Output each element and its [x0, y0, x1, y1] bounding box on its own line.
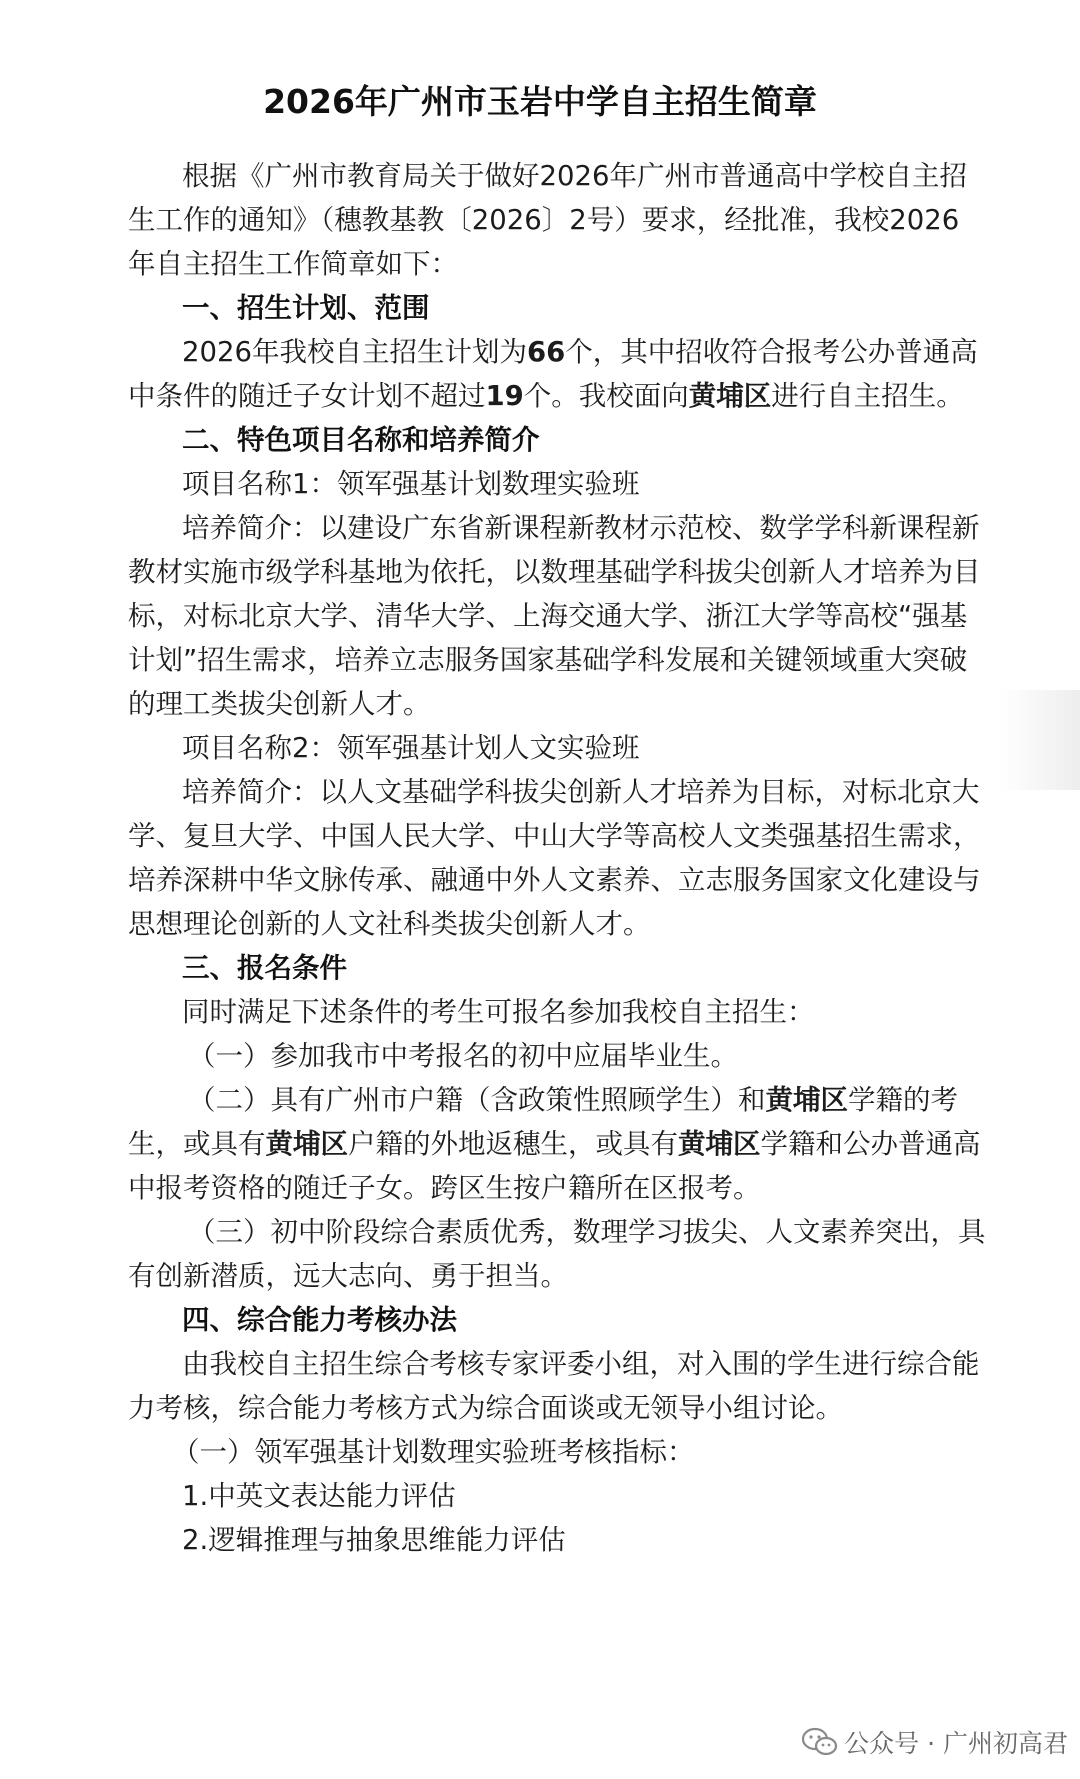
project-1-name: 项目名称1：领军强基计划数理实验班	[182, 468, 640, 500]
condition-2-line-1: （二）具有广州市户籍（含政策性照顾学生）和黄埔区学籍的考	[188, 1084, 958, 1116]
assessment-item-1: 1.中英文表达能力评估	[182, 1480, 456, 1512]
condition-3-line-1: （三）初中阶段综合素质优秀，数理学习拔尖、人文素养突出，具	[188, 1216, 986, 1248]
project-2-intro-line-1: 培养简介：以人文基础学科拔尖创新人才培养为目标，对标北京大	[182, 776, 980, 808]
project-2-intro-line-4: 思想理论创新的人文社科类拔尖创新人才。	[128, 908, 651, 940]
project-2-name: 项目名称2：领军强基计划人文实验班	[182, 732, 640, 764]
s4-para-line-2: 力考核，综合能力考核方式为综合面谈或无领导小组讨论。	[128, 1392, 843, 1424]
assessment-item-2: 2.逻辑推理与抽象思维能力评估	[182, 1524, 566, 1556]
project-1-intro-line-5: 的理工类拔尖创新人才。	[128, 688, 431, 720]
project-1-intro-line-3: 标，对标北京大学、清华大学、上海交通大学、浙江大学等高校“强基	[128, 600, 968, 632]
edge-shadow	[1000, 690, 1080, 790]
document-title: 2026年广州市玉岩中学自主招生简章	[263, 82, 817, 121]
section-heading-4: 四、综合能力考核办法	[182, 1304, 457, 1336]
project-1-intro-line-4: 计划”招生需求，培养立志服务国家基础学科发展和关键领域重大突破	[128, 644, 968, 676]
condition-2-line-2: 生，或具有黄埔区户籍的外地返穗生，或具有黄埔区学籍和公办普通高	[128, 1128, 981, 1160]
wechat-icon	[802, 1727, 838, 1757]
intro-line-1: 根据《广州市教育局关于做好2026年广州市普通高中学校自主招	[182, 160, 967, 192]
s4-subheading-1: （一）领军强基计划数理实验班考核指标：	[172, 1436, 695, 1468]
project-1-intro-line-1: 培养简介：以建设广东省新课程新教材示范校、数学学科新课程新	[182, 512, 980, 544]
s3-lead: 同时满足下述条件的考生可报名参加我校自主招生：	[182, 996, 815, 1028]
project-2-intro-line-2: 学、复旦大学、中国人民大学、中山大学等高校人文类强基招生需求，	[128, 820, 981, 852]
section-heading-3: 三、报名条件	[182, 952, 347, 984]
project-1-intro-line-2: 教材实施市级学科基地为依托，以数理基础学科拔尖创新人才培养为目	[128, 556, 981, 588]
condition-1: （一）参加我市中考报名的初中应届毕业生。	[188, 1040, 738, 1072]
s4-para-line-1: 由我校自主招生综合考核专家评委小组，对入围的学生进行综合能	[182, 1348, 980, 1380]
s1-para-line-1: 2026年我校自主招生计划为66个，其中招收符合报考公办普通高	[182, 336, 978, 368]
project-2-intro-line-3: 培养深耕中华文脉传承、融通中外人文素养、立志服务国家文化建设与	[128, 864, 981, 896]
section-heading-2: 二、特色项目名称和培养简介	[182, 424, 540, 456]
intro-line-3: 年自主招生工作简章如下：	[128, 248, 458, 280]
s1-para-line-2: 中条件的随迁子女计划不超过19个。我校面向黄埔区进行自主招生。	[128, 380, 964, 412]
intro-line-2: 生工作的通知》（穗教基教〔2026〕2号）要求，经批准，我校2026	[128, 204, 960, 236]
section-heading-1: 一、招生计划、范围	[182, 292, 430, 324]
watermark-text: 公众号 · 广州初高君	[844, 1729, 1068, 1758]
condition-3-line-2: 有创新潜质，远大志向、勇于担当。	[128, 1260, 568, 1292]
condition-2-line-3: 中报考资格的随迁子女。跨区生按户籍所在区报考。	[128, 1172, 761, 1204]
watermark	[802, 1722, 1068, 1762]
